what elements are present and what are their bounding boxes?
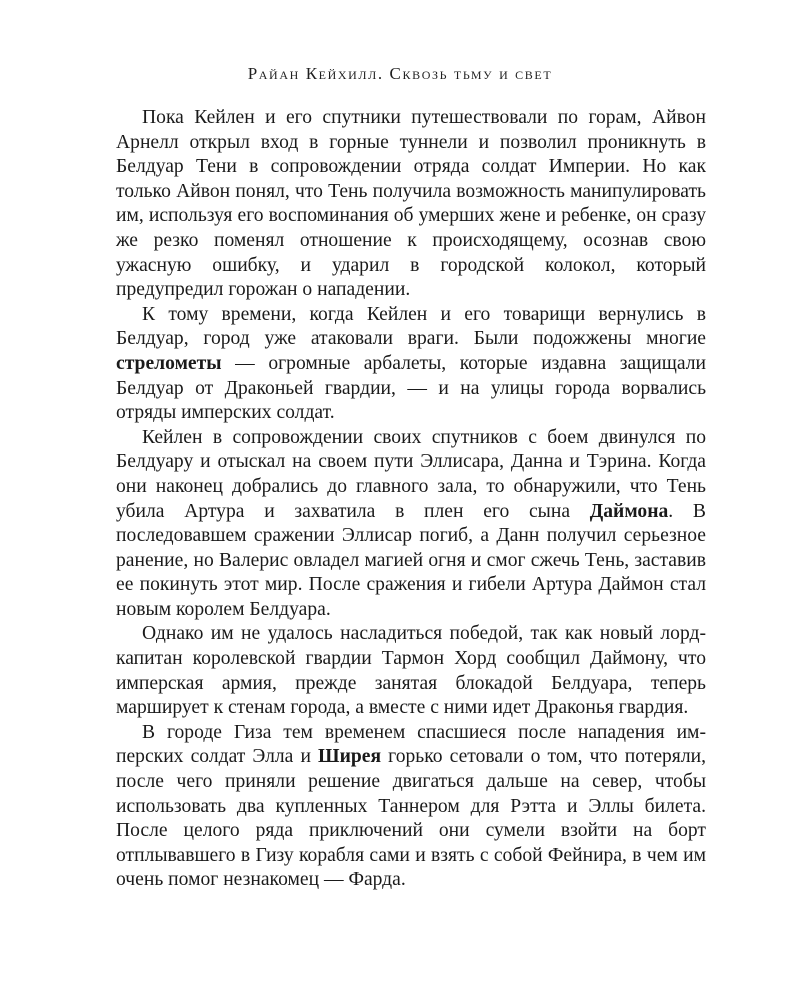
paragraph-1: [116, 106, 706, 303]
paragraph-5-text-after: горько сетовали о том, что потеряли, после чего приняли решение двигаться дальше на север, чтобы использовать два купленных Таннером для Рэтта и Эллы билета. После целого ряда приключений они сумели взойти на борт отплывавшего в Гизу корабля сами и взять с собой Фейнира, в чем им очень помог незнакомец — Фарда.: [116, 746, 706, 891]
paragraph-5-text-before: В городе Гиза тем временем спасшиеся после нападения имперских солдат Элла и: [116, 721, 706, 768]
paragraph-4: [116, 622, 706, 720]
paragraph-3-text-before: Кейлен в сопровождении своих спутников с боем двинулся по Белдуару и отыскал на своем пути Эллисара, Данна и Тэрина. Когда они наконец добрались до главного зала, то обнаружили, что Тень убила Артура и захватила в плен его сына: [116, 426, 706, 522]
paragraph-1-text: Пока Кейлен и его спутники путешествовали по горам, Айвон Арнелл открыл вход в горные туннели и позволил проникнуть в Белдуар Тени в сопровождении отряда солдат Империи. Но как только Айвон понял, что Тень получила возможность манипулировать им, используя его воспоминания об умерших жене и ребенке, он сразу же резко поменял отношение к происходящему, осознав свою ужасную ошибку, и ударил в городской колокол, который предупредил горожан о нападении.: [116, 107, 706, 301]
body-text: [116, 106, 706, 893]
paragraph-2: [116, 303, 706, 426]
paragraph-2-text-after: — огромные арбалеты, которые издавна защищали Белдуар от Драконьей гвардии, — и на улицы города ворвались отряды имперских солдат.: [116, 352, 706, 424]
paragraph-3-text-after: . В последовавшем сражении Эллисар погиб, а Данн получил серьезное ранение, но Валерис овладел магией огня и смог сжечь Тень, заставив ее покинуть этот мир. После сражения и гибели Артура Даймон стал новым королем Белдуара.: [116, 500, 706, 620]
name-daimon: Даймона: [589, 500, 669, 522]
paragraph-3: [116, 426, 706, 623]
paragraph-4-text: Однако им не удалось насладиться победой, так как новый лорд-капитан королевской гвардии Тармон Хорд сообщил Даймону, что имперская армия, прежде занятая блокадой Белдуара, теперь марширует к стенам города, а вместе с ними идет Драконья гвардия.: [116, 623, 706, 719]
running-header: Райан Кейхилл. Сквозь тьму и свет: [247, 64, 553, 83]
term-strelomety: стрелометы: [116, 352, 222, 374]
name-shireya: Ширея: [318, 746, 382, 768]
paragraph-2-text-before: К тому времени, когда Кейлен и его товарищи вернулись в Белдуар, город уже атаковали враги. Были подожжены многие: [116, 303, 706, 350]
paragraph-5: [116, 721, 706, 893]
